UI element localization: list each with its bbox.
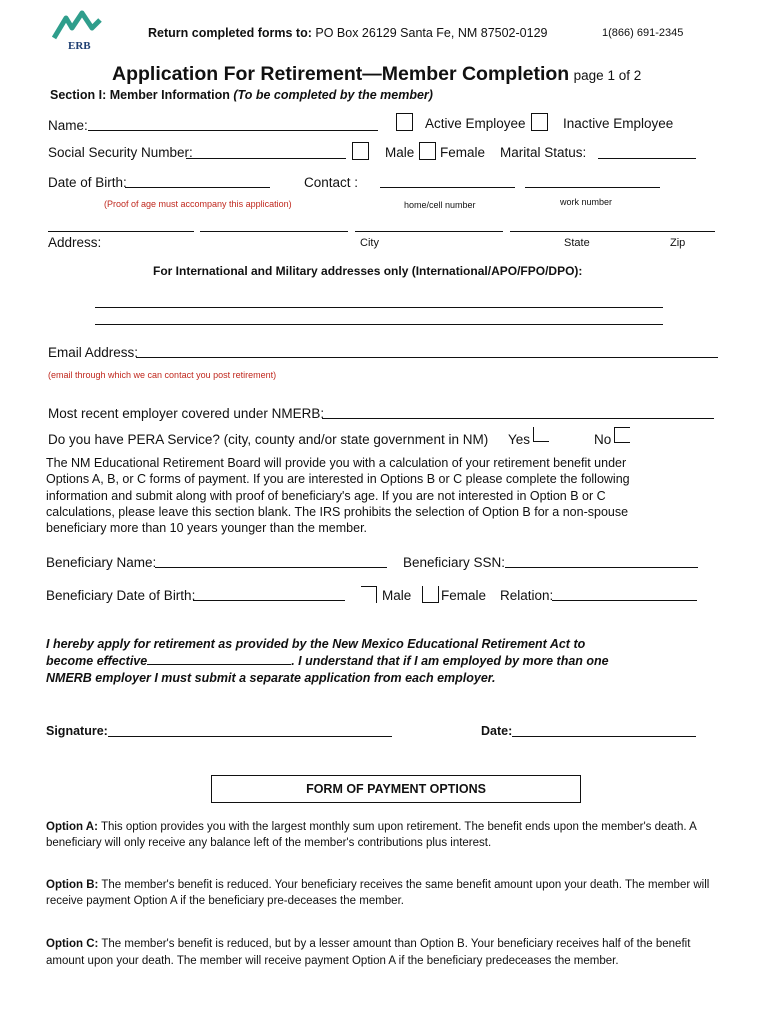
payment-options-heading: FORM OF PAYMENT OPTIONS <box>306 782 486 796</box>
date-input[interactable] <box>515 720 693 736</box>
address-input[interactable] <box>50 215 710 231</box>
marital-status-line <box>598 158 696 159</box>
international-heading: For International and Military addresses only (International/APO/FPO/DPO): <box>153 264 583 278</box>
option-c-text: The member's benefit is reduced, but by a lesser amount than Option B. Your beneficiary receives half of the benefit amount upon your death. The member will receive payment Option A if the beneficiary predeceases the member. <box>46 938 691 967</box>
pera-no-label: No <box>594 432 612 447</box>
declaration-line-2 <box>46 653 609 670</box>
address-line-2 <box>200 231 348 232</box>
dob-label: Date of Birth: <box>48 175 127 190</box>
beneficiary-female-label: Female <box>441 588 487 603</box>
phone-number: 1(866) 691-2345 <box>602 27 684 39</box>
return-address <box>148 26 547 40</box>
return-address-text: PO Box 26129 Santa Fe, NM 87502-0129 <box>311 26 548 40</box>
option-a-text: This option provides you with the largest monthly sum upon retirement. The benefit ends upon the member's death. A beneficiary will only receive any balance left of the member's contributions plus interest. <box>46 821 697 849</box>
beneficiary-ssn-line <box>505 567 698 568</box>
pera-no-checkbox[interactable] <box>614 427 630 443</box>
address-line-city <box>355 231 503 232</box>
option-b-text: The member's benefit is reduced. Your beneficiary receives the same benefit amount upon your death. The member will receive payment Option A if the beneficiary pre-deceases the member. <box>46 879 710 907</box>
option-b <box>46 878 716 909</box>
beneficiary-male-label: Male <box>382 588 412 603</box>
ssn-label: Social Security Number: <box>48 145 193 160</box>
page-indicator: page 1 of 2 <box>573 68 642 83</box>
work-phone-input[interactable] <box>527 171 657 187</box>
email-input[interactable] <box>140 341 714 357</box>
beneficiary-dob-label: Beneficiary Date of Birth: <box>46 588 196 603</box>
mountain-logo-icon <box>52 10 102 42</box>
date-label: Date: <box>481 724 513 738</box>
male-label: Male <box>385 145 415 160</box>
pera-yes-label: Yes <box>508 432 531 447</box>
beneficiary-name-input[interactable] <box>158 551 384 567</box>
beneficiary-ssn-label: Beneficiary SSN: <box>403 555 506 570</box>
option-c-label: Option C: <box>46 938 99 950</box>
erb-logo <box>52 10 102 50</box>
ssn-field-line <box>186 158 346 159</box>
name-input[interactable] <box>92 114 376 130</box>
option-a <box>46 820 716 851</box>
beneficiary-male-checkbox[interactable] <box>361 586 377 603</box>
marital-status-label: Marital Status: <box>500 145 587 160</box>
female-label: Female <box>440 145 486 160</box>
pera-question: Do you have PERA Service? (city, county and/or state government in NM) <box>48 432 489 447</box>
pera-yes-checkbox[interactable] <box>533 427 549 442</box>
page-title <box>112 63 641 86</box>
beneficiary-name-label: Beneficiary Name: <box>46 555 157 570</box>
employer-label: Most recent employer covered under NMERB: <box>48 406 325 421</box>
male-checkbox[interactable] <box>352 142 369 160</box>
home-phone-input[interactable] <box>382 171 512 187</box>
date-line <box>512 736 696 737</box>
ssn-input[interactable] <box>190 142 344 158</box>
logo-text: ERB <box>68 40 91 52</box>
address-line-state-zip <box>510 231 715 232</box>
declaration-line-1: I hereby apply for retirement as provided by the New Mexico Educational Retirement Act to <box>46 637 586 651</box>
state-caption: State <box>564 237 590 249</box>
active-employee-label: Active Employee <box>425 116 526 131</box>
relation-label: Relation: <box>500 588 554 603</box>
zip-caption: Zip <box>670 237 686 249</box>
employer-line <box>322 418 714 419</box>
beneficiary-female-checkbox[interactable] <box>422 586 439 603</box>
intl-address-line-2 <box>95 324 663 325</box>
email-label: Email Address: <box>48 345 139 360</box>
name-label: Name: <box>48 118 88 133</box>
declaration <box>46 636 609 687</box>
option-b-label: Option B: <box>46 879 99 891</box>
title-main: Application For Retirement—Member Completion <box>112 63 570 85</box>
employer-input[interactable] <box>326 402 710 418</box>
home-cell-caption: home/cell number <box>404 200 476 210</box>
address-line-street <box>48 231 194 232</box>
beneficiary-dob-line <box>193 600 345 601</box>
section-title: Section I: Member Information <box>50 88 230 102</box>
beneficiary-dob-input[interactable] <box>196 584 342 600</box>
intl-address-input-2[interactable] <box>97 308 661 324</box>
email-line <box>136 357 718 358</box>
inactive-employee-checkbox[interactable] <box>531 113 548 131</box>
dob-line <box>125 187 270 188</box>
signature-line <box>108 736 392 737</box>
relation-input[interactable] <box>555 584 695 600</box>
beneficiary-name-line <box>155 567 387 568</box>
inactive-employee-label: Inactive Employee <box>563 116 674 131</box>
signature-input[interactable] <box>112 720 388 736</box>
section-heading <box>50 88 433 102</box>
name-field-line <box>88 130 378 131</box>
option-c <box>46 936 716 969</box>
option-a-label: Option A: <box>46 821 98 833</box>
dob-input[interactable] <box>128 171 268 187</box>
email-note: (email through which we can contact you post retirement) <box>48 370 277 380</box>
city-caption: City <box>360 237 379 249</box>
relation-line <box>552 600 697 601</box>
contact-label: Contact : <box>304 175 359 190</box>
declaration-line-3: NMERB employer I must submit a separate application from each employer. <box>46 671 496 685</box>
marital-status-input[interactable] <box>600 142 694 158</box>
address-label: Address: <box>48 235 102 250</box>
beneficiary-ssn-input[interactable] <box>508 551 696 567</box>
return-label: Return completed forms to: <box>148 26 312 40</box>
active-employee-checkbox[interactable] <box>396 113 413 131</box>
work-phone-line <box>525 187 660 188</box>
intl-address-input-1[interactable] <box>97 291 661 307</box>
beneficiary-intro: The NM Educational Retirement Board will provide you with a calculation of your retirement benefit under Options A, B, or C forms of payment. If you are interested in Options B or C please complete the following information and submit along with proof of beneficiary's age. If you are not interested in Option B or C calculations, please leave this section blank. The IRS prohibits the selection of Option B for a non-spouse beneficiary more than 10 years younger than the member. <box>46 456 630 536</box>
effective-date-blank[interactable] <box>147 653 291 665</box>
declaration-continuation: . I understand that if I am employed by more than one <box>291 654 609 668</box>
signature-label: Signature: <box>46 724 108 738</box>
declaration-effective-text: become effective <box>46 654 148 668</box>
work-number-caption: work number <box>560 197 613 207</box>
dob-note: (Proof of age must accompany this application) <box>104 199 292 209</box>
home-phone-line <box>380 187 515 188</box>
female-checkbox[interactable] <box>419 142 436 160</box>
section-note: (To be completed by the member) <box>233 88 433 102</box>
